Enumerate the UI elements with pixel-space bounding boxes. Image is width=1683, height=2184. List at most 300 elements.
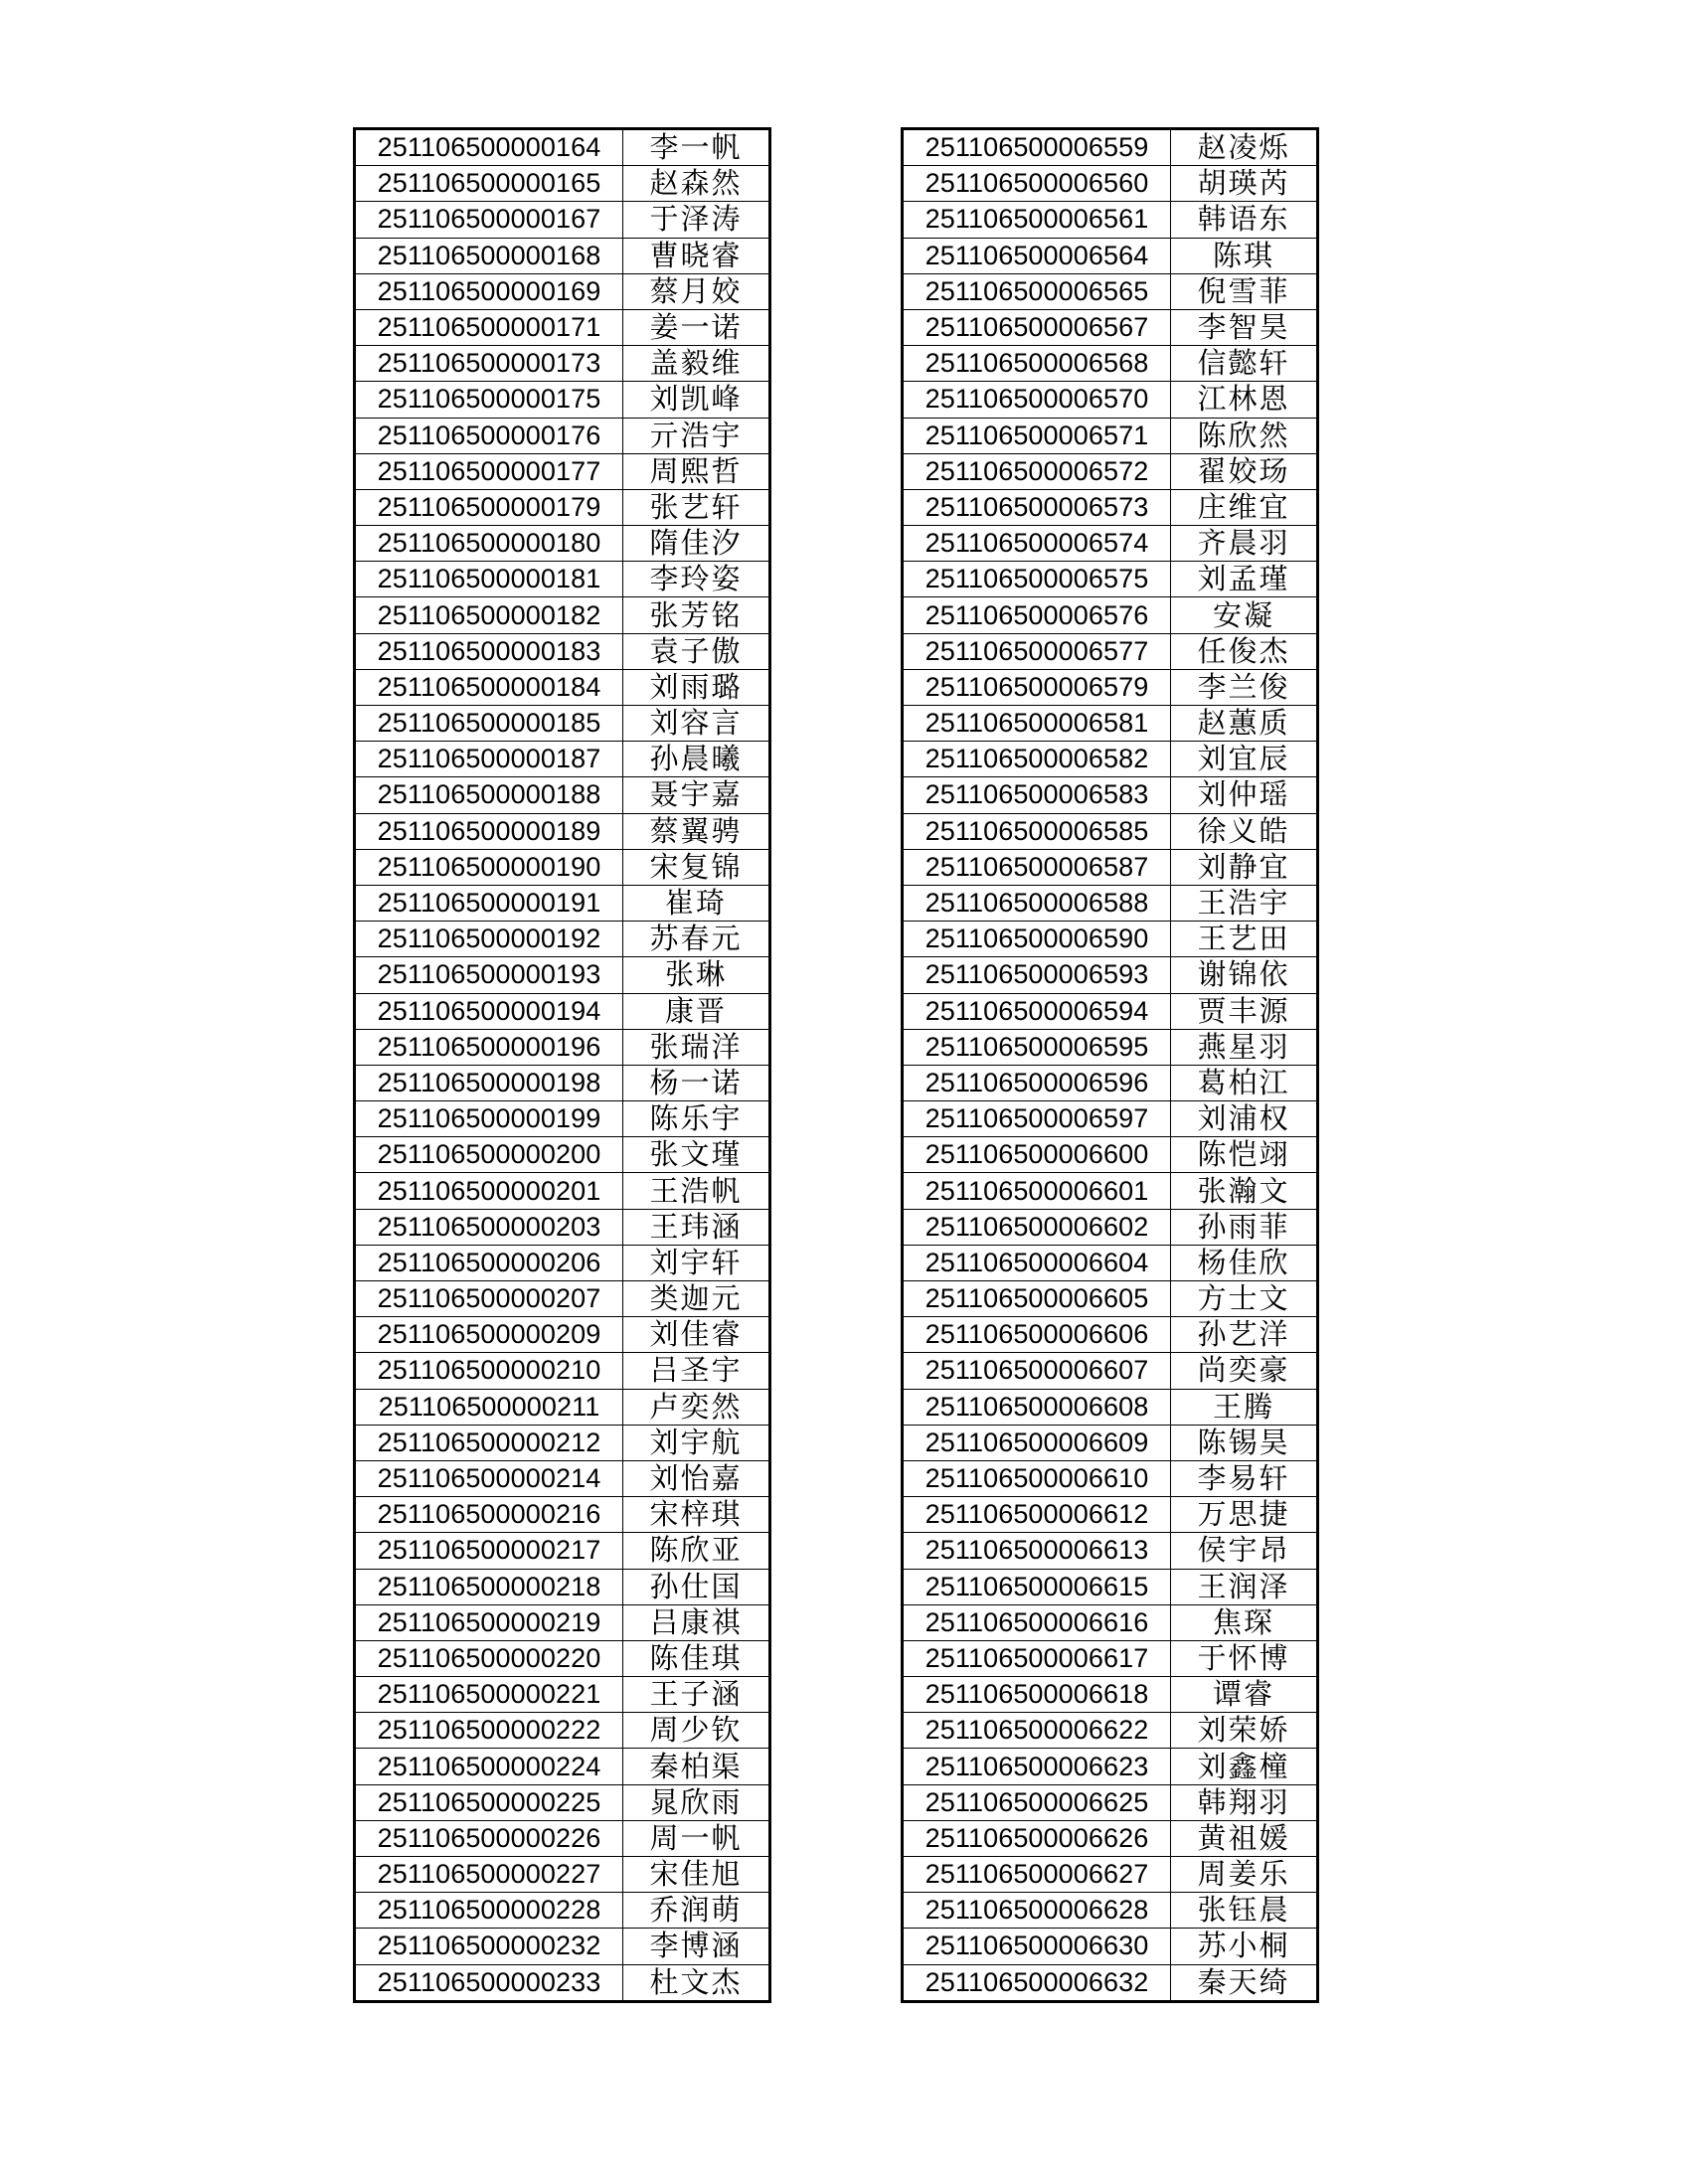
student-name-cell: 王玮涵 xyxy=(623,1209,770,1245)
table-row xyxy=(355,742,770,777)
exam-id-cell: 251106500000173 xyxy=(355,346,623,382)
exam-id-cell: 251106500006617 xyxy=(903,1640,1171,1676)
student-name-cell: 类迦元 xyxy=(623,1281,770,1317)
table-row xyxy=(355,1425,770,1460)
exam-id-cell: 251106500000189 xyxy=(355,813,623,849)
exam-id-cell: 251106500000210 xyxy=(355,1353,623,1389)
student-name-cell: 葛柏江 xyxy=(1171,1065,1318,1100)
exam-id-cell: 251106500006560 xyxy=(903,166,1171,202)
exam-id-cell: 251106500006597 xyxy=(903,1101,1171,1137)
student-name-cell: 宋佳旭 xyxy=(623,1857,770,1893)
student-name-cell: 曹晓睿 xyxy=(623,238,770,273)
exam-id-cell: 251106500000169 xyxy=(355,273,623,309)
exam-id-cell: 251106500006609 xyxy=(903,1425,1171,1460)
right-roster-table xyxy=(901,127,1319,2003)
table-row xyxy=(903,202,1318,238)
table-row xyxy=(355,1533,770,1569)
student-name-cell: 吕康祺 xyxy=(623,1604,770,1640)
student-name-cell: 周少钦 xyxy=(623,1713,770,1749)
student-name-cell: 李智昊 xyxy=(1171,309,1318,345)
table-row xyxy=(903,166,1318,202)
exam-id-cell: 251106500006605 xyxy=(903,1281,1171,1317)
exam-id-cell: 251106500000212 xyxy=(355,1425,623,1460)
exam-id-cell: 251106500000216 xyxy=(355,1497,623,1533)
student-name-cell: 陈乐宇 xyxy=(623,1101,770,1137)
table-row xyxy=(903,1677,1318,1713)
student-name-cell: 宋复锦 xyxy=(623,849,770,885)
student-name-cell: 刘宇航 xyxy=(623,1425,770,1460)
exam-id-cell: 251106500000175 xyxy=(355,382,623,418)
student-name-cell: 齐晨羽 xyxy=(1171,526,1318,562)
exam-id-cell: 251106500000185 xyxy=(355,706,623,742)
table-row xyxy=(355,1893,770,1929)
table-row xyxy=(355,1389,770,1425)
student-name-cell: 安凝 xyxy=(1171,597,1318,633)
student-name-cell: 王子涵 xyxy=(623,1677,770,1713)
exam-id-cell: 251106500006623 xyxy=(903,1749,1171,1784)
exam-id-cell: 251106500006602 xyxy=(903,1209,1171,1245)
table-row xyxy=(903,1353,1318,1389)
student-name-cell: 王润泽 xyxy=(1171,1569,1318,1604)
student-name-cell: 孙艺洋 xyxy=(1171,1317,1318,1353)
table-row xyxy=(903,1101,1318,1137)
exam-id-cell: 251106500006581 xyxy=(903,706,1171,742)
student-name-cell: 张芳铭 xyxy=(623,597,770,633)
exam-id-cell: 251106500006561 xyxy=(903,202,1171,238)
student-name-cell: 崔琦 xyxy=(623,885,770,921)
student-name-cell: 苏春元 xyxy=(623,922,770,957)
exam-id-cell: 251106500006601 xyxy=(903,1173,1171,1209)
table-row xyxy=(355,309,770,345)
student-name-cell: 刘孟瑾 xyxy=(1171,562,1318,597)
exam-id-cell: 251106500000177 xyxy=(355,453,623,489)
student-name-cell: 陈锡昊 xyxy=(1171,1425,1318,1460)
student-name-cell: 张文瑾 xyxy=(623,1137,770,1173)
exam-id-cell: 251106500000193 xyxy=(355,957,623,993)
student-name-cell: 李一帆 xyxy=(623,129,770,166)
table-row xyxy=(355,849,770,885)
student-name-cell: 赵蕙质 xyxy=(1171,706,1318,742)
table-row xyxy=(355,453,770,489)
exam-id-cell: 251106500000179 xyxy=(355,489,623,525)
table-row xyxy=(903,1245,1318,1280)
table-row xyxy=(903,273,1318,309)
exam-id-cell: 251106500000198 xyxy=(355,1065,623,1100)
student-name-cell: 陈欣亚 xyxy=(623,1533,770,1569)
exam-id-cell: 251106500000192 xyxy=(355,922,623,957)
exam-id-cell: 251106500006564 xyxy=(903,238,1171,273)
table-row xyxy=(355,1029,770,1065)
exam-id-cell: 251106500000196 xyxy=(355,1029,623,1065)
student-name-cell: 杜文杰 xyxy=(623,1964,770,2001)
student-name-cell: 胡瑛芮 xyxy=(1171,166,1318,202)
exam-id-cell: 251106500000222 xyxy=(355,1713,623,1749)
table-row xyxy=(355,1460,770,1496)
table-row xyxy=(903,1964,1318,2001)
table-row xyxy=(355,273,770,309)
table-row xyxy=(903,526,1318,562)
table-row xyxy=(355,813,770,849)
table-row xyxy=(355,706,770,742)
student-name-cell: 杨佳欣 xyxy=(1171,1245,1318,1280)
student-name-cell: 翟姣玚 xyxy=(1171,453,1318,489)
table-row xyxy=(903,957,1318,993)
exam-id-cell: 251106500000211 xyxy=(355,1389,623,1425)
exam-id-cell: 251106500006618 xyxy=(903,1677,1171,1713)
student-name-cell: 吕圣宇 xyxy=(623,1353,770,1389)
table-row xyxy=(355,1857,770,1893)
student-name-cell: 乔润萌 xyxy=(623,1893,770,1929)
student-name-cell: 李玲姿 xyxy=(623,562,770,597)
table-row xyxy=(355,418,770,453)
student-name-cell: 晁欣雨 xyxy=(623,1784,770,1820)
exam-id-cell: 251106500000176 xyxy=(355,418,623,453)
table-row xyxy=(903,1640,1318,1676)
exam-id-cell: 251106500006608 xyxy=(903,1389,1171,1425)
table-row xyxy=(355,1604,770,1640)
table-row xyxy=(355,1929,770,1964)
student-name-cell: 卢奕然 xyxy=(623,1389,770,1425)
exam-id-cell: 251106500006582 xyxy=(903,742,1171,777)
table-row xyxy=(903,1425,1318,1460)
exam-id-cell: 251106500006590 xyxy=(903,922,1171,957)
student-name-cell: 周一帆 xyxy=(623,1820,770,1856)
student-name-cell: 倪雪菲 xyxy=(1171,273,1318,309)
student-name-cell: 陈欣然 xyxy=(1171,418,1318,453)
exam-id-cell: 251106500000165 xyxy=(355,166,623,202)
student-name-cell: 康晋 xyxy=(623,993,770,1029)
student-name-cell: 宋梓琪 xyxy=(623,1497,770,1533)
table-row xyxy=(355,166,770,202)
exam-id-cell: 251106500006615 xyxy=(903,1569,1171,1604)
exam-id-cell: 251106500000226 xyxy=(355,1820,623,1856)
table-row xyxy=(903,1929,1318,1964)
table-row xyxy=(355,777,770,813)
student-name-cell: 王腾 xyxy=(1171,1389,1318,1425)
student-name-cell: 陈佳琪 xyxy=(623,1640,770,1676)
exam-id-cell: 251106500006575 xyxy=(903,562,1171,597)
table-row xyxy=(355,957,770,993)
student-name-cell: 焦琛 xyxy=(1171,1604,1318,1640)
exam-id-cell: 251106500006604 xyxy=(903,1245,1171,1280)
table-row xyxy=(355,1569,770,1604)
exam-id-cell: 251106500000220 xyxy=(355,1640,623,1676)
exam-id-cell: 251106500006630 xyxy=(903,1929,1171,1964)
student-name-cell: 张钰晨 xyxy=(1171,1893,1318,1929)
student-name-cell: 刘雨璐 xyxy=(623,669,770,705)
student-name-cell: 盖毅维 xyxy=(623,346,770,382)
student-name-cell: 李兰俊 xyxy=(1171,669,1318,705)
student-name-cell: 刘浦权 xyxy=(1171,1101,1318,1137)
student-name-cell: 刘仲瑶 xyxy=(1171,777,1318,813)
student-name-cell: 于怀博 xyxy=(1171,1640,1318,1676)
exam-id-cell: 251106500006606 xyxy=(903,1317,1171,1353)
table-row xyxy=(903,633,1318,669)
table-row xyxy=(903,129,1318,166)
student-name-cell: 隋佳汐 xyxy=(623,526,770,562)
student-name-cell: 周姜乐 xyxy=(1171,1857,1318,1893)
exam-id-cell: 251106500006574 xyxy=(903,526,1171,562)
table-row xyxy=(355,1209,770,1245)
student-name-cell: 刘宜辰 xyxy=(1171,742,1318,777)
table-row xyxy=(903,309,1318,345)
student-name-cell: 陈琪 xyxy=(1171,238,1318,273)
table-row xyxy=(903,418,1318,453)
student-name-cell: 杨一诺 xyxy=(623,1065,770,1100)
student-name-cell: 燕星羽 xyxy=(1171,1029,1318,1065)
exam-id-cell: 251106500000228 xyxy=(355,1893,623,1929)
exam-id-cell: 251106500000187 xyxy=(355,742,623,777)
exam-id-cell: 251106500006573 xyxy=(903,489,1171,525)
exam-id-cell: 251106500006576 xyxy=(903,597,1171,633)
exam-id-cell: 251106500000168 xyxy=(355,238,623,273)
exam-id-cell: 251106500006607 xyxy=(903,1353,1171,1389)
table-row xyxy=(355,1784,770,1820)
student-name-cell: 刘佳睿 xyxy=(623,1317,770,1353)
table-row xyxy=(903,238,1318,273)
table-row xyxy=(903,1713,1318,1749)
exam-id-cell: 251106500000221 xyxy=(355,1677,623,1713)
student-name-cell: 袁子傲 xyxy=(623,633,770,669)
exam-id-cell: 251106500000188 xyxy=(355,777,623,813)
table-row xyxy=(355,1281,770,1317)
table-row xyxy=(903,562,1318,597)
table-row xyxy=(355,1713,770,1749)
table-row xyxy=(903,1893,1318,1929)
student-name-cell: 亓浩宇 xyxy=(623,418,770,453)
exam-id-cell: 251106500006632 xyxy=(903,1964,1171,2001)
table-row xyxy=(355,1065,770,1100)
table-row xyxy=(903,922,1318,957)
exam-id-cell: 251106500000191 xyxy=(355,885,623,921)
table-row xyxy=(355,669,770,705)
exam-id-cell: 251106500006616 xyxy=(903,1604,1171,1640)
student-name-cell: 刘静宜 xyxy=(1171,849,1318,885)
table-row xyxy=(355,382,770,418)
student-name-cell: 于泽涛 xyxy=(623,202,770,238)
exam-id-cell: 251106500006600 xyxy=(903,1137,1171,1173)
exam-id-cell: 251106500000180 xyxy=(355,526,623,562)
student-name-cell: 刘宇轩 xyxy=(623,1245,770,1280)
table-row xyxy=(355,1749,770,1784)
exam-id-cell: 251106500000200 xyxy=(355,1137,623,1173)
student-name-cell: 李博涵 xyxy=(623,1929,770,1964)
student-name-cell: 秦天绮 xyxy=(1171,1964,1318,2001)
exam-id-cell: 251106500006626 xyxy=(903,1820,1171,1856)
student-name-cell: 王浩宇 xyxy=(1171,885,1318,921)
student-name-cell: 孙仕国 xyxy=(623,1569,770,1604)
table-row xyxy=(355,562,770,597)
student-name-cell: 蔡月姣 xyxy=(623,273,770,309)
student-name-cell: 刘怡嘉 xyxy=(623,1460,770,1496)
table-row xyxy=(355,1820,770,1856)
exam-id-cell: 251106500000199 xyxy=(355,1101,623,1137)
table-row xyxy=(355,1353,770,1389)
student-name-cell: 刘荣娇 xyxy=(1171,1713,1318,1749)
exam-id-cell: 251106500006610 xyxy=(903,1460,1171,1496)
exam-id-cell: 251106500000225 xyxy=(355,1784,623,1820)
table-row xyxy=(903,669,1318,705)
exam-id-cell: 251106500006577 xyxy=(903,633,1171,669)
table-row xyxy=(355,202,770,238)
table-row xyxy=(355,922,770,957)
exam-id-cell: 251106500000227 xyxy=(355,1857,623,1893)
student-name-cell: 秦柏渠 xyxy=(623,1749,770,1784)
exam-id-cell: 251106500000171 xyxy=(355,309,623,345)
table-row xyxy=(903,813,1318,849)
student-name-cell: 蔡翼骋 xyxy=(623,813,770,849)
student-name-cell: 侯宇昂 xyxy=(1171,1533,1318,1569)
table-row xyxy=(903,1820,1318,1856)
exam-id-cell: 251106500000207 xyxy=(355,1281,623,1317)
student-name-cell: 韩语东 xyxy=(1171,202,1318,238)
exam-id-cell: 251106500006565 xyxy=(903,273,1171,309)
exam-id-cell: 251106500006570 xyxy=(903,382,1171,418)
table-row xyxy=(355,1137,770,1173)
exam-id-cell: 251106500000224 xyxy=(355,1749,623,1784)
table-row xyxy=(903,1569,1318,1604)
table-row xyxy=(355,489,770,525)
student-name-cell: 周熙哲 xyxy=(623,453,770,489)
table-row xyxy=(903,489,1318,525)
student-name-cell: 江林恩 xyxy=(1171,382,1318,418)
exam-id-cell: 251106500006559 xyxy=(903,129,1171,166)
student-name-cell: 李易轩 xyxy=(1171,1460,1318,1496)
student-name-cell: 信懿轩 xyxy=(1171,346,1318,382)
student-name-cell: 黄祖媛 xyxy=(1171,1820,1318,1856)
table-row xyxy=(903,382,1318,418)
table-row xyxy=(355,993,770,1029)
exam-id-cell: 251106500000209 xyxy=(355,1317,623,1353)
table-row xyxy=(903,1749,1318,1784)
exam-id-cell: 251106500006596 xyxy=(903,1065,1171,1100)
exam-id-cell: 251106500006625 xyxy=(903,1784,1171,1820)
table-row xyxy=(355,597,770,633)
student-name-cell: 刘鑫橦 xyxy=(1171,1749,1318,1784)
student-name-cell: 任俊杰 xyxy=(1171,633,1318,669)
exam-id-cell: 251106500006583 xyxy=(903,777,1171,813)
exam-id-cell: 251106500000194 xyxy=(355,993,623,1029)
table-row xyxy=(903,849,1318,885)
table-row xyxy=(903,1460,1318,1496)
exam-id-cell: 251106500006594 xyxy=(903,993,1171,1029)
exam-id-cell: 251106500006579 xyxy=(903,669,1171,705)
table-row xyxy=(903,453,1318,489)
exam-id-cell: 251106500000218 xyxy=(355,1569,623,1604)
table-row xyxy=(903,597,1318,633)
student-name-cell: 刘凯峰 xyxy=(623,382,770,418)
table-row xyxy=(903,1604,1318,1640)
student-name-cell: 庄维宜 xyxy=(1171,489,1318,525)
exam-id-cell: 251106500000184 xyxy=(355,669,623,705)
table-row xyxy=(355,1173,770,1209)
table-row xyxy=(903,1317,1318,1353)
table-row xyxy=(903,1029,1318,1065)
table-row xyxy=(355,633,770,669)
student-name-cell: 苏小桐 xyxy=(1171,1929,1318,1964)
student-name-cell: 徐义皓 xyxy=(1171,813,1318,849)
left-roster-table xyxy=(353,127,771,2003)
student-name-cell: 方士文 xyxy=(1171,1281,1318,1317)
table-row xyxy=(903,777,1318,813)
exam-id-cell: 251106500006622 xyxy=(903,1713,1171,1749)
table-row xyxy=(355,1964,770,2001)
exam-id-cell: 251106500000233 xyxy=(355,1964,623,2001)
exam-id-cell: 251106500000183 xyxy=(355,633,623,669)
exam-id-cell: 251106500000164 xyxy=(355,129,623,166)
student-name-cell: 王艺田 xyxy=(1171,922,1318,957)
table-row xyxy=(355,526,770,562)
table-row xyxy=(903,993,1318,1029)
exam-id-cell: 251106500000201 xyxy=(355,1173,623,1209)
table-row xyxy=(355,1640,770,1676)
exam-id-cell: 251106500006595 xyxy=(903,1029,1171,1065)
student-name-cell: 张瀚文 xyxy=(1171,1173,1318,1209)
student-name-cell: 刘容言 xyxy=(623,706,770,742)
table-row xyxy=(355,885,770,921)
right-roster-body xyxy=(903,129,1318,2002)
exam-id-cell: 251106500006587 xyxy=(903,849,1171,885)
exam-id-cell: 251106500000206 xyxy=(355,1245,623,1280)
student-name-cell: 贾丰源 xyxy=(1171,993,1318,1029)
table-row xyxy=(355,1317,770,1353)
table-row xyxy=(903,1173,1318,1209)
exam-id-cell: 251106500000181 xyxy=(355,562,623,597)
table-row xyxy=(355,238,770,273)
exam-id-cell: 251106500006628 xyxy=(903,1893,1171,1929)
table-row xyxy=(355,1245,770,1280)
table-row xyxy=(355,1101,770,1137)
student-name-cell: 孙晨曦 xyxy=(623,742,770,777)
exam-id-cell: 251106500000232 xyxy=(355,1929,623,1964)
table-row xyxy=(355,1497,770,1533)
table-row xyxy=(903,346,1318,382)
table-row xyxy=(903,1389,1318,1425)
table-row xyxy=(903,1209,1318,1245)
exam-id-cell: 251106500006567 xyxy=(903,309,1171,345)
exam-id-cell: 251106500000219 xyxy=(355,1604,623,1640)
exam-id-cell: 251106500006585 xyxy=(903,813,1171,849)
student-name-cell: 赵森然 xyxy=(623,166,770,202)
exam-id-cell: 251106500000190 xyxy=(355,849,623,885)
student-name-cell: 谭睿 xyxy=(1171,1677,1318,1713)
student-name-cell: 赵凌烁 xyxy=(1171,129,1318,166)
student-name-cell: 张艺轩 xyxy=(623,489,770,525)
exam-id-cell: 251106500006571 xyxy=(903,418,1171,453)
exam-id-cell: 251106500000214 xyxy=(355,1460,623,1496)
student-name-cell: 张琳 xyxy=(623,957,770,993)
left-roster-body xyxy=(355,129,770,2002)
table-row xyxy=(903,1281,1318,1317)
table-row xyxy=(903,1065,1318,1100)
table-row xyxy=(903,1857,1318,1893)
table-row xyxy=(903,742,1318,777)
exam-id-cell: 251106500006613 xyxy=(903,1533,1171,1569)
student-name-cell: 谢锦依 xyxy=(1171,957,1318,993)
exam-id-cell: 251106500006568 xyxy=(903,346,1171,382)
student-name-cell: 王浩帆 xyxy=(623,1173,770,1209)
table-row xyxy=(355,346,770,382)
exam-id-cell: 251106500000182 xyxy=(355,597,623,633)
exam-id-cell: 251106500000217 xyxy=(355,1533,623,1569)
student-name-cell: 姜一诺 xyxy=(623,309,770,345)
table-row xyxy=(903,1784,1318,1820)
exam-id-cell: 251106500006612 xyxy=(903,1497,1171,1533)
exam-id-cell: 251106500006572 xyxy=(903,453,1171,489)
student-name-cell: 张瑞洋 xyxy=(623,1029,770,1065)
table-row xyxy=(903,706,1318,742)
exam-id-cell: 251106500000203 xyxy=(355,1209,623,1245)
